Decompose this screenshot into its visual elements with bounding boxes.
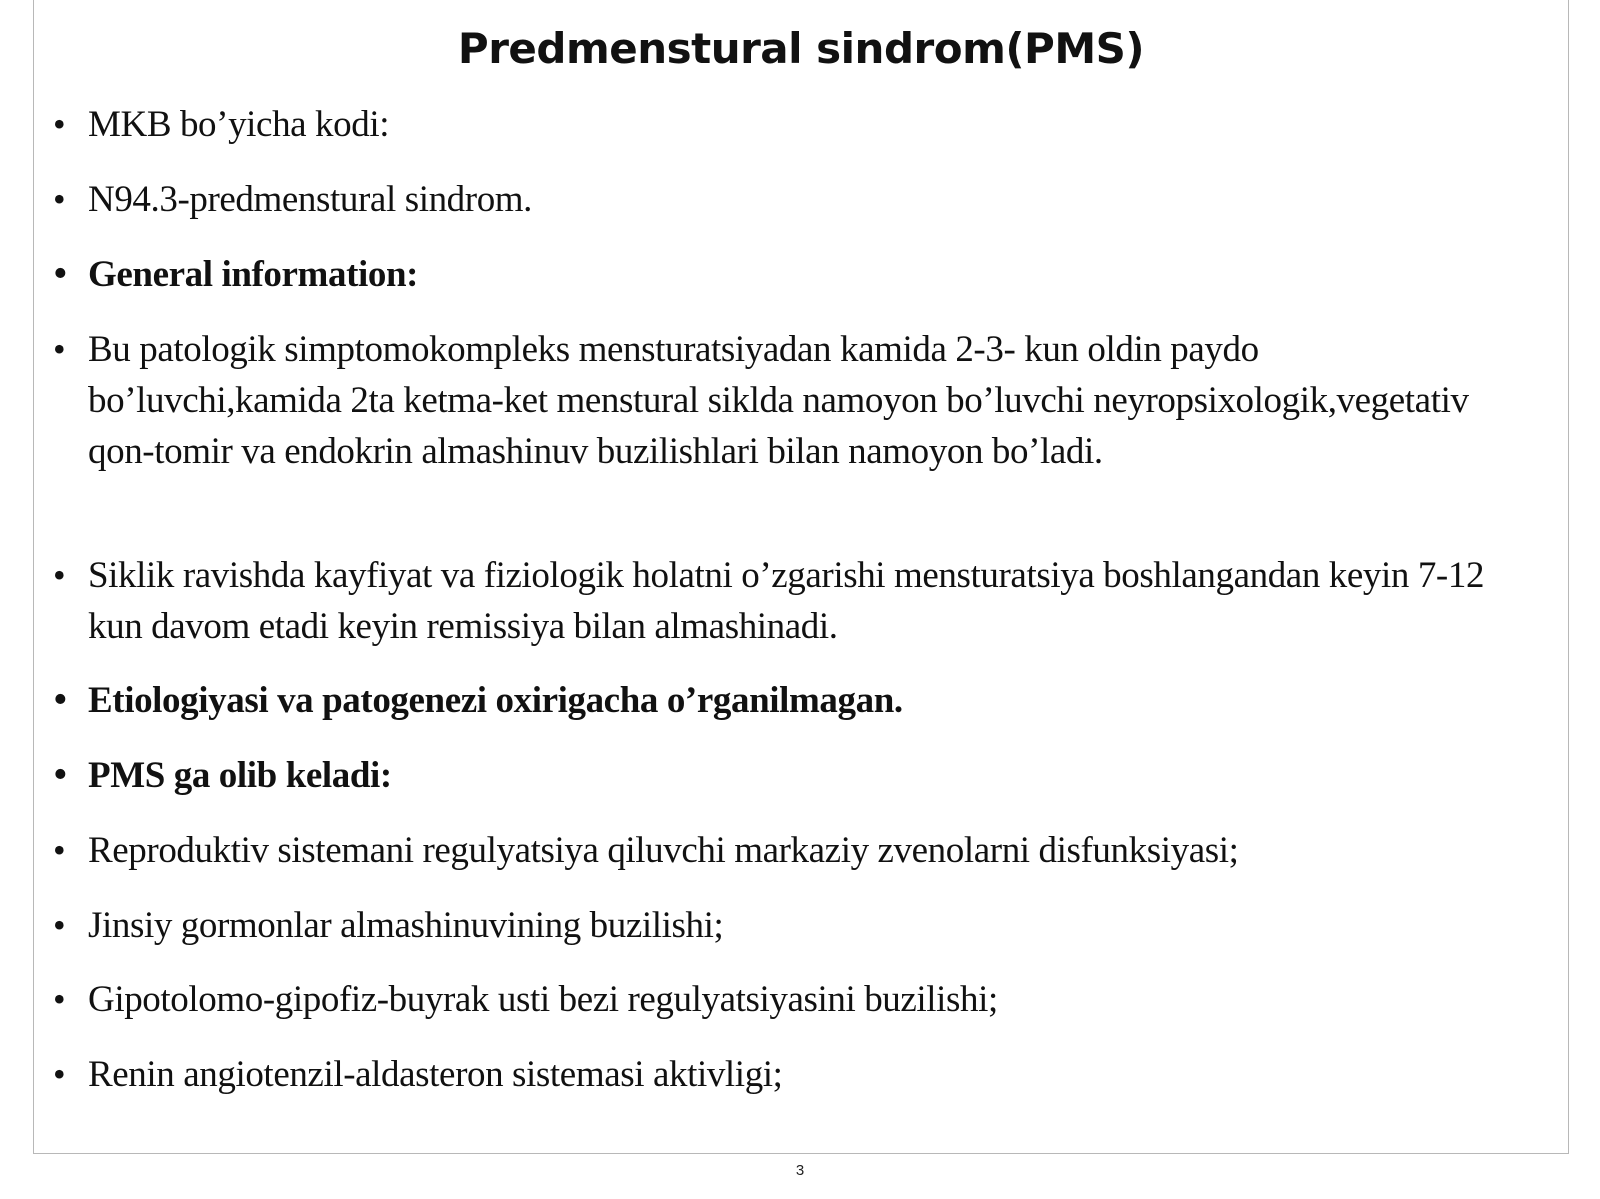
bullet-text: Reproduktiv sistemani regulyatsiya qiluvchi markaziy zvenolarni disfunksiyasi; [88,830,1239,871]
bullet-list [34,0,1568,1153]
bullet-text: MKB bo’yicha kodi: [88,104,390,145]
bullet-dot: • [53,329,66,369]
bullet-dot: • [53,1054,66,1094]
bullet-dot: • [53,979,66,1019]
bullet-text: Siklik ravishda kayfiyat va fiziologik holatni o’zgarishi mensturatsiya boshlangandan keyin 7-12 kun davom etadi keyin remissiya bilan almashinadi. [88,555,1485,647]
bullet-text: Jinsiy gormonlar almashinuvining buzilishi; [88,905,724,946]
bullet-text: PMS ga olib keladi: [88,755,392,796]
slide-title: Predmenstural sindrom(PMS) [457,24,1145,73]
bullet-text: Renin angiotenzil-aldasteron sistemasi aktivligi; [88,1054,783,1095]
slide [33,0,1569,1154]
page-number: 3 [795,1162,805,1179]
bullet-text: Etiologiyasi va patogenezi oxirigacha o’rganilmagan. [88,680,903,721]
bullet-text: Gipotolomo-gipofiz-buyrak usti bezi regulyatsiyasini buzilishi; [88,979,998,1020]
bullet-dot: • [53,752,68,798]
bullet-dot: • [53,677,68,723]
bullet-text: General information: [88,254,419,295]
bullet-dot: • [53,251,68,297]
bullet-text: Bu patologik simptomokompleks mensturatsiyadan kamida 2-3- kun oldin paydo bo’luvchi,kamida 2ta ketma-ket menstural siklda namoyon bo’luvchi neyropsixologik,vegetativ qon-tomir va endokrin almashinuv buzilishlari bilan namoyon bo’ladi. [88,329,1469,472]
bullet-text: N94.3-predmenstural sindrom. [88,179,533,220]
bullet-dot: • [53,905,66,945]
bullet-dot: • [53,830,66,870]
bullet-dot: • [53,555,66,595]
bullet-dot: • [53,179,66,219]
bullet-dot: • [53,104,66,144]
